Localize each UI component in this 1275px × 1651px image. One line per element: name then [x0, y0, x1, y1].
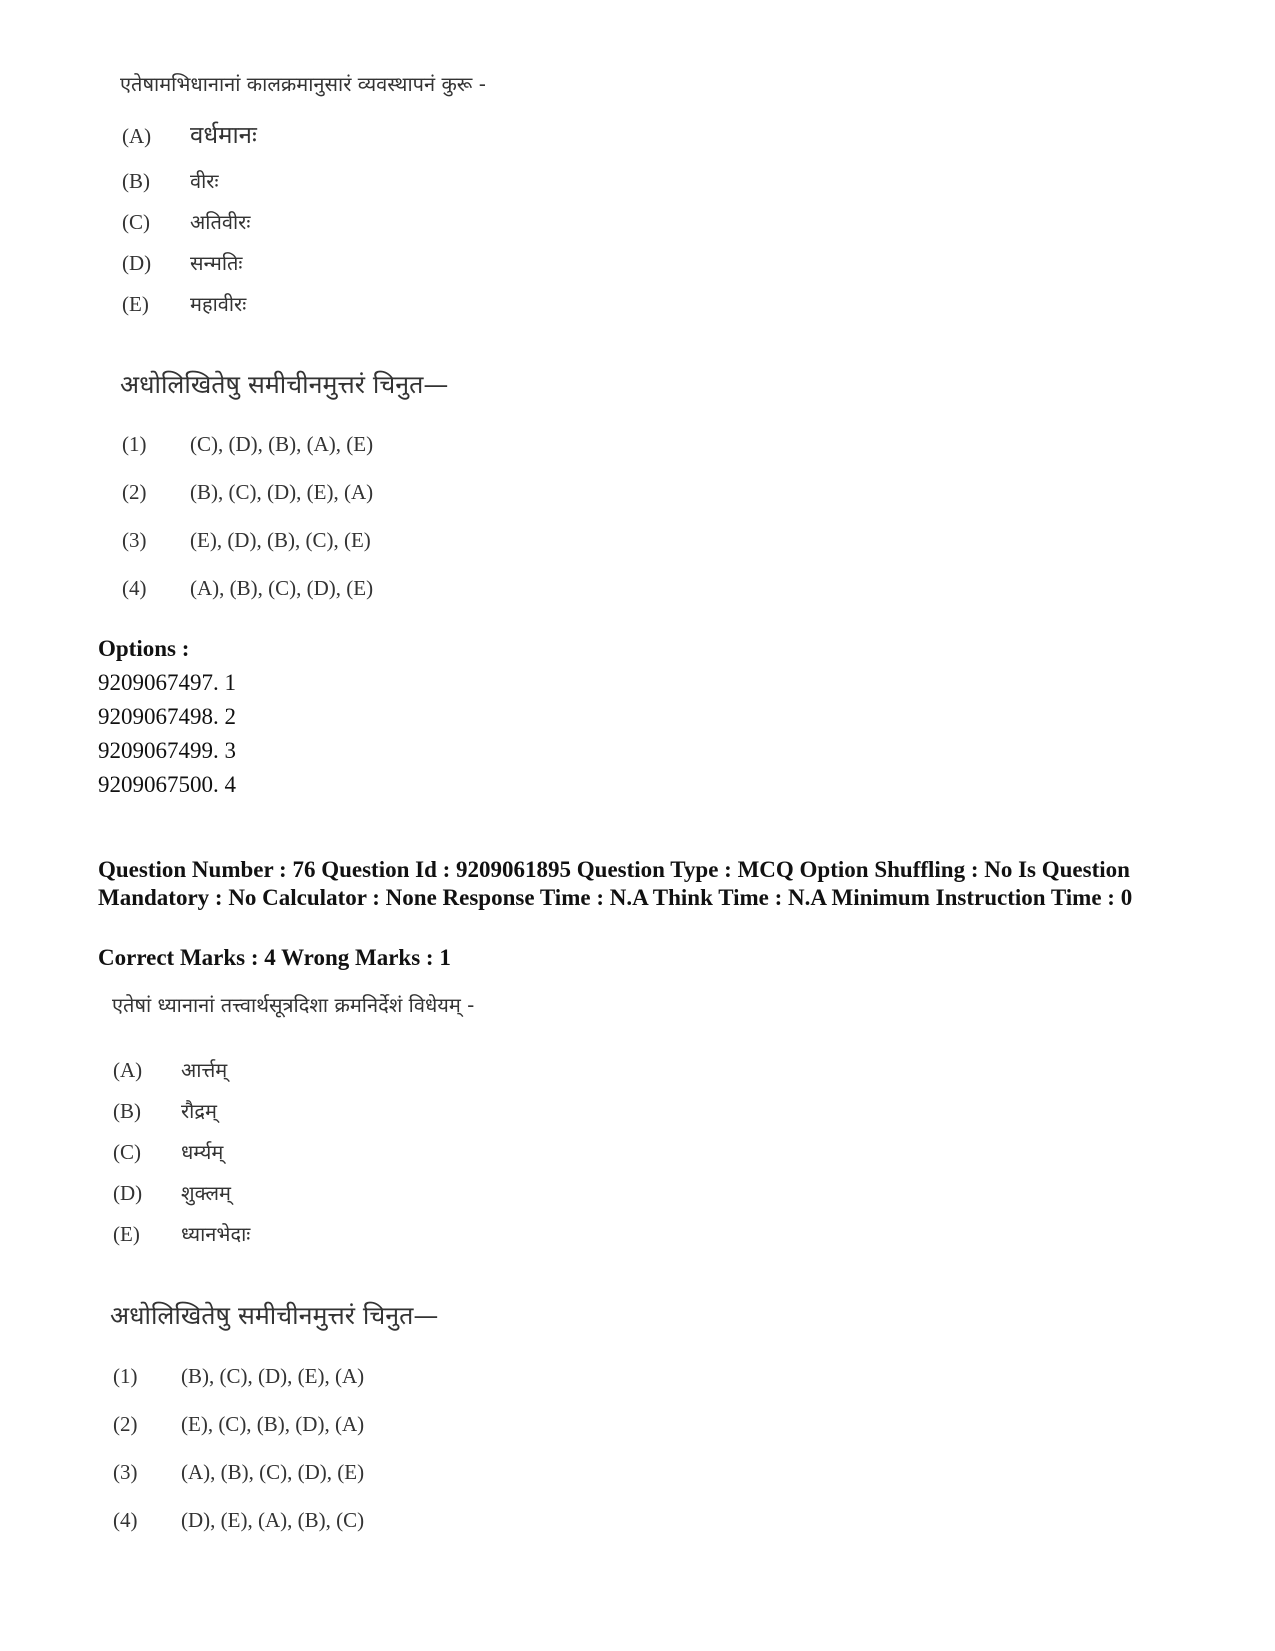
answer-number: (3) [122, 528, 147, 552]
q76-choose-label: अधोलिखितेषु समीचीनमुत्तरं चिनुत— [110, 1301, 439, 1330]
item-letter: (C) [122, 210, 150, 234]
q75-item-e [122, 290, 246, 317]
answer-text: (E), (C), (B), (D), (A) [181, 1412, 365, 1436]
answer-number: (2) [113, 1412, 138, 1436]
answer-number: (1) [122, 432, 147, 456]
item-letter: (A) [122, 124, 152, 148]
item-text: सन्मतिः [190, 251, 243, 275]
q76-instruction: एतेषां ध्यानानां तत्त्वार्थसूत्रदिशा क्रमनिर्देशं विधेयम् - [112, 993, 475, 1017]
q76-marks: Correct Marks : 4 Wrong Marks : 1 [98, 945, 451, 970]
answer-text: (A), (B), (C), (D), (E) [181, 1460, 365, 1484]
item-text: अतिवीरः [190, 210, 251, 234]
item-text: वर्धमानः [190, 121, 257, 149]
answer-number: (2) [122, 480, 147, 504]
answer-text: (D), (E), (A), (B), (C) [181, 1508, 365, 1532]
option-2: 9209067498. 2 [98, 704, 236, 729]
q76-item-a [113, 1056, 227, 1083]
answer-text: (B), (C), (D), (E), (A) [190, 480, 374, 504]
item-text: वीरः [190, 169, 219, 193]
answer-text: (E), (D), (B), (C), (E) [190, 528, 371, 552]
answer-number: (4) [113, 1508, 138, 1532]
answer-number: (3) [113, 1460, 138, 1484]
option-1: 9209067497. 1 [98, 670, 236, 695]
q76-item-e [113, 1220, 250, 1247]
q76-answer-3 [113, 1460, 364, 1485]
q76-answer-4 [113, 1508, 364, 1533]
options-label: Options : [98, 636, 190, 661]
item-text: ध्यानभेदाः [181, 1222, 251, 1246]
answer-number: (1) [113, 1364, 138, 1388]
q75-instruction: एतेषामभिधानानां कालक्रमानुसारं व्यवस्थापनं कुरू - [120, 72, 486, 96]
item-text: आर्त्तम् [181, 1058, 228, 1082]
answer-text: (A), (B), (C), (D), (E) [190, 576, 374, 600]
item-text: रौद्रम् [181, 1099, 217, 1123]
q75-item-d [122, 249, 242, 276]
item-letter: (C) [113, 1140, 141, 1164]
option-3: 9209067499. 3 [98, 738, 236, 763]
q75-answer-4 [122, 576, 373, 601]
q75-item-c [122, 208, 250, 235]
option-4: 9209067500. 4 [98, 772, 236, 797]
item-letter: (D) [122, 251, 152, 275]
q76-answer-2 [113, 1412, 364, 1437]
answer-text: (B), (C), (D), (E), (A) [181, 1364, 365, 1388]
item-letter: (B) [122, 169, 150, 193]
item-letter: (B) [113, 1099, 141, 1123]
q75-item-a [122, 118, 257, 151]
item-text: महावीरः [190, 292, 247, 316]
item-letter: (D) [113, 1181, 143, 1205]
q75-answer-2 [122, 480, 373, 505]
q75-choose-label: अधोलिखितेषु समीचीनमुत्तरं चिनुत— [120, 370, 449, 399]
q76-item-b [113, 1097, 217, 1124]
q76-answer-1 [113, 1364, 364, 1389]
q75-answer-1 [122, 432, 373, 457]
q75-answer-3 [122, 528, 371, 553]
q76-item-c [113, 1138, 223, 1165]
q76-meta: Question Number : 76 Question Id : 9209061895 Question Type : MCQ Option Shuffling : No Is Question Mandatory : No Calculator : None Response Time : N.A Think Time : N.A Minimum Instruction Time : 0 [98, 857, 1133, 910]
item-letter: (E) [122, 292, 149, 316]
q76-item-d [113, 1179, 231, 1206]
item-text: धर्म्यम् [181, 1140, 224, 1164]
q75-item-b [122, 167, 219, 194]
answer-text: (C), (D), (B), (A), (E) [190, 432, 374, 456]
item-letter: (E) [113, 1222, 140, 1246]
answer-number: (4) [122, 576, 147, 600]
item-letter: (A) [113, 1058, 143, 1082]
item-text: शुक्लम् [181, 1181, 232, 1205]
